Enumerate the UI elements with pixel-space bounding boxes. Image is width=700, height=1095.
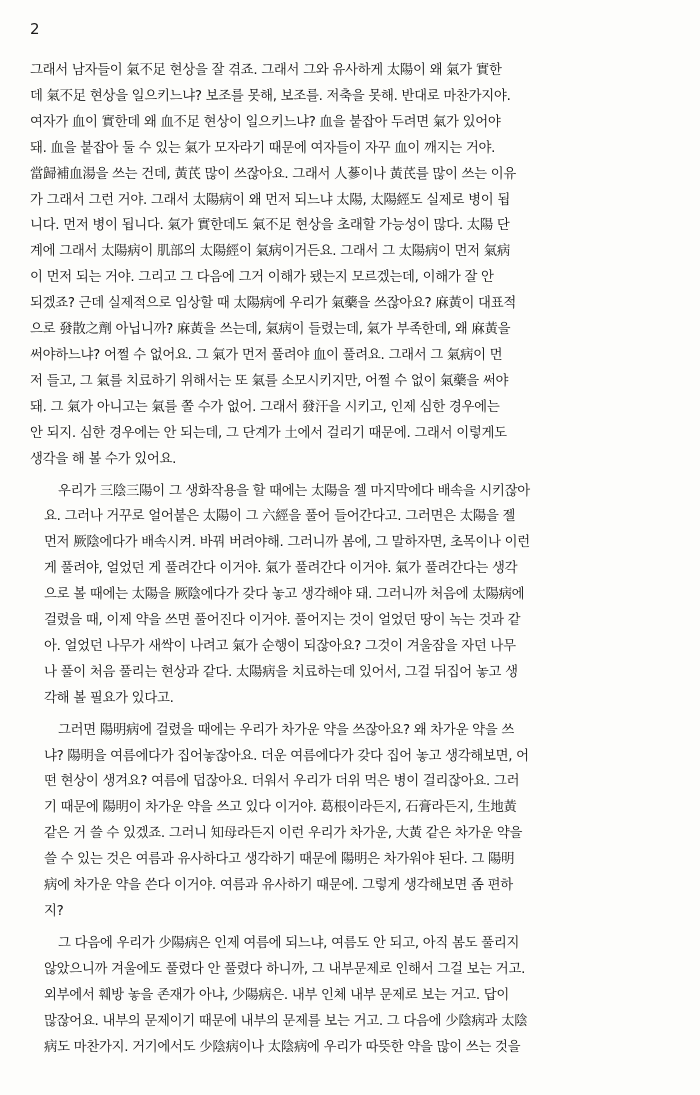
text-line: 그러면 陽明病에 걸렸을 때에는 우리가 차가운 약을 쓰잖아요? 왜 차가운 약을 쓰 xyxy=(58,722,515,738)
text-line: 病에 차가운 약을 쓴다 이거야. 여름과 유사하기 때문에. 그렇게 생각해보면 좀 편하 xyxy=(44,878,513,894)
paragraph xyxy=(30,718,670,925)
text-line: 외부에서 훼방 놓을 존재가 아냐, 少陽病은. 내부 인체 내부 문제로 보는 거고. 답이 xyxy=(44,987,510,1003)
text-line: 가 그래서 그런 거야. 그래서 太陽病이 왜 먼저 되느냐 太陽, 太陽經도 실제로 병이 됩 xyxy=(30,192,510,208)
text-line: 나 풀이 처음 풀리는 현상과 같다. 太陽病을 치료하는데 있어서, 그걸 뒤집어 놓고 생 xyxy=(44,664,518,680)
text-line: 써야하느냐? 어쩔 수 없어요. 그 氣가 먼저 풀려야 血이 풀려요. 그래서 그 氣病이 먼 xyxy=(30,347,503,363)
text-line: 돼. 血을 붙잡아 둘 수 있는 氣가 모자라기 때문에 여자들이 자꾸 血이 깨지는 거야. xyxy=(30,140,496,156)
text-line: 으로 볼 때에는 太陽을 厥陰에다가 갖다 놓고 생각해야 돼. 그러니까 처음에 太陽病에 xyxy=(44,587,525,603)
text-line: 으로 發散之劑 아닙니까? 麻黃을 쓰는데, 氣病이 들렸는데, 氣가 부족한데, 왜 麻黃을 xyxy=(30,322,511,338)
page-number: 2 xyxy=(30,20,40,38)
text-line: 病도 마찬가지. 거기에서도 少陰病이나 太陰病에 우리가 따뜻한 약을 많이 쓰는 것을 xyxy=(44,1039,521,1055)
text-line: 지? xyxy=(44,904,64,919)
text-line: 여자가 血이 實한데 왜 血不足 현상이 일으키느냐? 血을 붙잡아 두려면 氣가 있어야 xyxy=(30,114,501,130)
text-line: 먼저 厥陰에다가 배속시켜. 바꿔 버려야해. 그러니까 봄에, 그 말하자면, 초목이나 이런 xyxy=(44,535,530,551)
text-line: 계에 그래서 太陽病이 肌部의 太陽經이 氣病이거든요. 그래서 그 太陽病이 먼저 氣病 xyxy=(30,244,510,260)
text-line: 돼. 그 氣가 아니고는 氣를 쫄 수가 없어. 그래서 發汗을 시키고, 인제 심한 경우에는 xyxy=(30,399,500,415)
text-line: 게 풀려야, 얼었던 게 풀려간다 이거야. 氣가 풀려간다 이거야. 氣가 풀려간다는 생각 xyxy=(44,561,518,577)
text-line: 같은 거 쓸 수 있겠죠. 그러니 知母라든지 이런 우리가 차가운, 大黃 같은 차가운 약을 xyxy=(44,826,523,842)
text-line: 기 때문에 陽明이 차가운 약을 쓰고 있다 이거야. 葛根이라든지, 石膏라든지, 生地黃 xyxy=(44,800,517,816)
text-line: 저 들고, 그 氣를 치료하기 위해서는 또 氣를 소모시키지만, 어쩔 수 없이 氣藥을 써야 xyxy=(30,373,509,389)
text-line: 많잖어요. 내부의 문제이기 때문에 내부의 문제를 보는 거고. 그 다음에 少陰病과 太陰 xyxy=(44,1013,528,1029)
body-text xyxy=(30,58,670,1066)
text-line: 안 되지. 심한 경우에는 안 되는데, 그 단계가 土에서 걸리기 때문에. 그래서 이렇게도 xyxy=(30,425,507,441)
text-line: 그 다음에 우리가 少陽病은 인제 여름에 되느냐, 여름도 안 되고, 아직 봄도 풀리지 xyxy=(58,935,520,951)
paragraph xyxy=(30,931,670,1061)
text-line: 않았으니까 겨울에도 풀렸다 안 풀렸다 하니까, 그 내부문제로 인해서 그걸 보는 거고. xyxy=(44,961,526,977)
text-line: 우리가 三陰三陽이 그 생화작용을 할 때에는 太陽을 젤 마지막에다 배속을 시키잖아 xyxy=(58,483,530,499)
text-line: 걸렸을 때, 이제 약을 쓰면 풀어진다 이거야. 풀어지는 것이 얼었던 땅이 녹는 것과 같 xyxy=(44,613,521,629)
text-line: 생각을 해 볼 수가 있어요. xyxy=(30,451,177,467)
text-line: 냐? 陽明을 여름에다가 집어놓잖아요. 더운 여름에다가 갖다 집어 놓고 생각해보면, 어 xyxy=(44,748,529,764)
paragraph xyxy=(30,58,670,473)
text-line: 데 氣不足 현상을 일으키느냐? 보조를 못해, 보조를. 저축을 못해. 반대로 마찬가지야. xyxy=(30,88,511,104)
text-line: 각해 볼 필요가 있다고. xyxy=(44,690,174,706)
text-line: 되겠죠? 근데 실제적으로 임상할 때 太陽病에 우리가 氣藥을 쓰잖아요? 麻黃이 대표적 xyxy=(30,296,516,312)
text-line: 이 먼저 되는 거야. 그리고 그 다음에 그거 이해가 됐는지 모르겠는데, 이해가 잘 안 xyxy=(30,270,494,286)
text-line: 요. 그러나 거꾸로 얼어붙은 太陽이 그 六經을 풀어 들어간다고. 그러면은 太陽을 젤 xyxy=(44,509,516,525)
text-line: 아. 얼었던 나무가 새싹이 나려고 氣가 순행이 되잖아요? 그것이 겨울잠을 자던 나무 xyxy=(44,638,516,654)
text-line: 쓸 수 있는 것은 여름과 유사하다고 생각하기 때문에 陽明은 차가워야 된다. 그 陽明 xyxy=(44,852,515,868)
paragraph xyxy=(30,479,670,712)
text-line: 그래서 남자들이 氣不足 현상을 잘 겪죠. 그래서 그와 유사하게 太陽이 왜 氣가 實한 xyxy=(30,63,502,78)
text-line: 니다. 먼저 병이 됩니다. 氣가 實한데도 氣不足 현상을 초래할 가능성이 많다. 太陽 단 xyxy=(30,218,510,234)
text-line: 떤 현상이 생겨요? 여름에 덥잖아요. 더워서 우리가 더위 먹은 병이 걸리잖아요. 그러 xyxy=(44,774,520,790)
text-line: 當歸補血湯을 쓰는 건데, 黃芪 많이 쓰잖아요. 그래서 人蔘이나 黃芪를 많이 쓰는 이유 xyxy=(30,166,517,182)
